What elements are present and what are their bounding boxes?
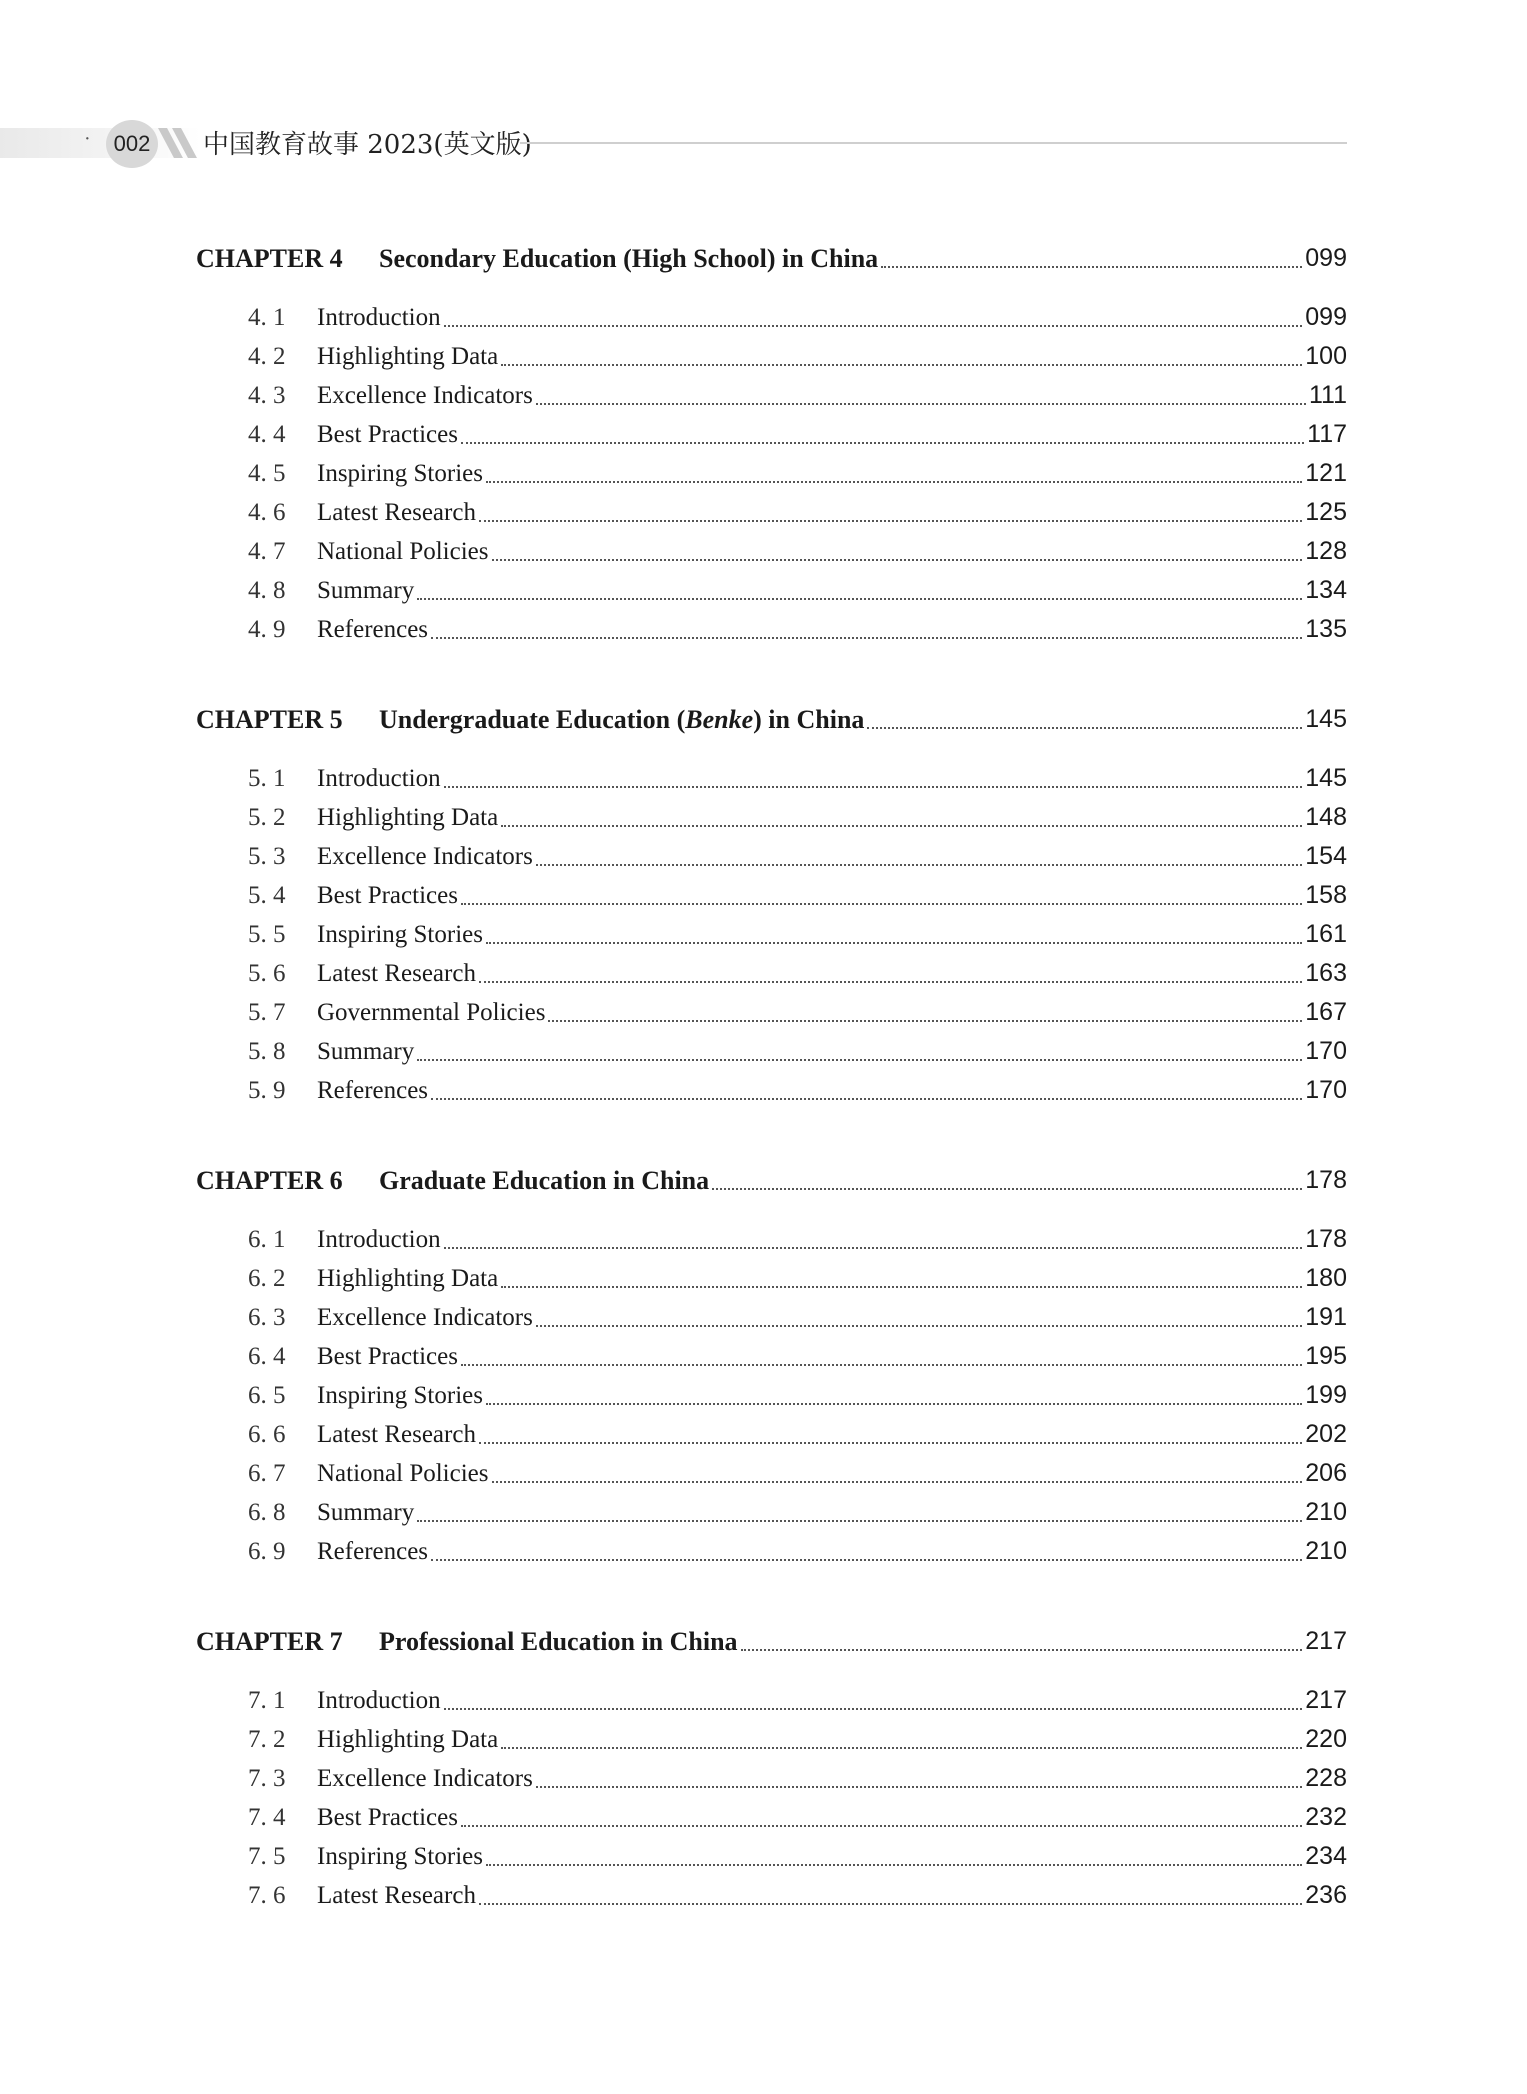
section-title: Summary: [317, 1038, 415, 1065]
section-title: Inspiring Stories: [317, 921, 483, 948]
dot-leader: [536, 403, 1306, 405]
toc-section-entry[interactable]: [196, 532, 1347, 571]
section-title: Governmental Policies: [317, 999, 546, 1026]
section-number: 5. 4: [248, 882, 286, 909]
toc-section-entry[interactable]: [196, 1259, 1347, 1298]
toc-chapter-entry[interactable]: [196, 238, 1347, 278]
section-page-number: 195: [1305, 1342, 1347, 1370]
toc-section-entry[interactable]: [196, 1071, 1347, 1110]
toc-section-entry[interactable]: [196, 493, 1347, 532]
chapter-page-number: 217: [1305, 1627, 1347, 1655]
chapter-title: Graduate Education in China: [379, 1166, 710, 1195]
chapter-title: Secondary Education (High School) in China: [379, 244, 879, 273]
dot-leader: [479, 1442, 1302, 1444]
section-page-number: 206: [1305, 1459, 1347, 1487]
dot-leader: [486, 481, 1302, 483]
toc-section-entry[interactable]: [196, 798, 1347, 837]
dot-leader: [492, 1481, 1303, 1483]
toc-section-entry[interactable]: [196, 915, 1347, 954]
section-title: Best Practices: [317, 882, 458, 909]
section-title: Highlighting Data: [317, 343, 499, 370]
section-page-number: 170: [1305, 1037, 1347, 1065]
section-number: 4. 6: [248, 499, 286, 526]
section-title: Introduction: [317, 765, 441, 792]
toc-section-entry[interactable]: [196, 610, 1347, 649]
section-page-number: 125: [1305, 498, 1347, 526]
section-number: 4. 3: [248, 382, 286, 409]
toc-section-entry[interactable]: [196, 1532, 1347, 1571]
dot-leader: [479, 1903, 1302, 1905]
section-title: National Policies: [317, 1460, 489, 1487]
toc-chapter: [196, 238, 1347, 649]
dot-leader: [486, 942, 1302, 944]
section-title: Best Practices: [317, 421, 458, 448]
toc-section-entry[interactable]: [196, 1876, 1347, 1915]
dot-leader: [444, 325, 1303, 327]
section-number: 6. 6: [248, 1421, 286, 1448]
toc-chapter-entry[interactable]: [196, 1160, 1347, 1200]
toc-section-entry[interactable]: [196, 1720, 1347, 1759]
section-number: 6. 9: [248, 1538, 286, 1565]
section-title: References: [317, 1077, 429, 1104]
section-number: 4. 9: [248, 616, 286, 643]
section-title: Latest Research: [317, 1421, 476, 1448]
toc-section-entry[interactable]: [196, 1681, 1347, 1720]
section-title: Summary: [317, 1499, 415, 1526]
section-title: Best Practices: [317, 1343, 458, 1370]
dot-leader: [486, 1864, 1302, 1866]
section-number: 5. 8: [248, 1038, 286, 1065]
section-number: 5. 7: [248, 999, 286, 1026]
toc-section-entry[interactable]: [196, 376, 1347, 415]
section-number: 4. 1: [248, 304, 286, 331]
chapter-title: Professional Education in China: [379, 1627, 738, 1656]
toc-section-entry[interactable]: [196, 415, 1347, 454]
section-number: 7. 4: [248, 1804, 286, 1831]
chapter-label: CHAPTER 5: [196, 705, 343, 734]
section-number: 4. 8: [248, 577, 286, 604]
section-number: 7. 1: [248, 1687, 286, 1714]
section-page-number: 111: [1308, 381, 1347, 409]
section-number: 4. 7: [248, 538, 286, 565]
section-number: 7. 2: [248, 1726, 286, 1753]
running-header-title: 中国教育故事 2023(英文版): [203, 130, 532, 160]
dot-leader: [712, 1188, 1302, 1190]
header-rule: [520, 142, 1347, 144]
section-number: 5. 5: [248, 921, 286, 948]
dot-leader: [486, 1403, 1302, 1405]
dot-leader: [479, 981, 1302, 983]
toc-section-entry[interactable]: [196, 1759, 1347, 1798]
toc-section-entry[interactable]: [196, 954, 1347, 993]
section-title: Best Practices: [317, 1804, 458, 1831]
toc-section-entry[interactable]: [196, 1220, 1347, 1259]
chapter-label: CHAPTER 4: [196, 244, 343, 273]
section-title: Introduction: [317, 1687, 441, 1714]
section-number: 6. 1: [248, 1226, 286, 1253]
dot-leader: [501, 1286, 1302, 1288]
section-number: 6. 7: [248, 1460, 286, 1487]
section-title: National Policies: [317, 538, 489, 565]
section-number: 5. 2: [248, 804, 286, 831]
section-number: 5. 6: [248, 960, 286, 987]
section-number: 7. 6: [248, 1882, 286, 1909]
section-title: Excellence Indicators: [317, 843, 533, 870]
section-page-number: 167: [1305, 998, 1347, 1026]
toc-section-entry[interactable]: [196, 454, 1347, 493]
chapter-page-number: 145: [1305, 705, 1347, 733]
table-of-contents: [196, 238, 1347, 1965]
section-number: 4. 4: [248, 421, 286, 448]
section-title: Latest Research: [317, 499, 476, 526]
section-number: 5. 9: [248, 1077, 286, 1104]
section-page-number: 236: [1305, 1881, 1347, 1909]
toc-section-entry[interactable]: [196, 337, 1347, 376]
toc-section-entry[interactable]: [196, 1798, 1347, 1837]
dot-leader: [431, 1098, 1302, 1100]
dot-leader: [536, 1325, 1302, 1327]
dot-leader: [444, 786, 1303, 788]
dot-leader: [741, 1649, 1303, 1651]
dot-leader: [461, 1364, 1302, 1366]
section-title: Excellence Indicators: [317, 382, 533, 409]
toc-section-entry[interactable]: [196, 571, 1347, 610]
dot-leader: [431, 637, 1302, 639]
section-page-number: 228: [1305, 1764, 1347, 1792]
dot-leader: [548, 1020, 1302, 1022]
toc-section-entry[interactable]: [196, 1376, 1347, 1415]
chapter-page-number: 099: [1305, 244, 1347, 272]
section-title: Inspiring Stories: [317, 460, 483, 487]
section-page-number: 210: [1305, 1498, 1347, 1526]
section-page-number: 121: [1305, 459, 1347, 487]
section-page-number: 232: [1305, 1803, 1347, 1831]
toc-section-entry[interactable]: [196, 1837, 1347, 1876]
section-number: 6. 2: [248, 1265, 286, 1292]
section-page-number: 154: [1305, 842, 1347, 870]
dot-leader: [417, 1520, 1302, 1522]
dot-leader: [536, 864, 1302, 866]
section-number: 5. 3: [248, 843, 286, 870]
section-number: 4. 2: [248, 343, 286, 370]
chapter-title: Undergraduate Education (Benke) in China: [379, 705, 865, 734]
section-number: 7. 3: [248, 1765, 286, 1792]
section-number: 6. 8: [248, 1499, 286, 1526]
section-page-number: 217: [1305, 1686, 1347, 1714]
section-title: Highlighting Data: [317, 804, 499, 831]
section-page-number: 135: [1305, 615, 1347, 643]
dot-leader: [867, 727, 1302, 729]
section-page-number: 220: [1305, 1725, 1347, 1753]
section-page-number: 210: [1305, 1537, 1347, 1565]
toc-chapter: [196, 1621, 1347, 1915]
toc-section-entry[interactable]: [196, 1337, 1347, 1376]
toc-chapter-entry[interactable]: [196, 699, 1347, 739]
section-title: Highlighting Data: [317, 1726, 499, 1753]
section-title: Latest Research: [317, 960, 476, 987]
toc-section-entry[interactable]: [196, 1493, 1347, 1532]
chapter-page-number: 178: [1305, 1166, 1347, 1194]
section-title: Introduction: [317, 1226, 441, 1253]
section-page-number: 234: [1305, 1842, 1347, 1870]
section-page-number: 099: [1305, 303, 1347, 331]
dot-leader: [479, 520, 1302, 522]
section-page-number: 178: [1305, 1225, 1347, 1253]
section-title: References: [317, 616, 429, 643]
section-number: 7. 5: [248, 1843, 286, 1870]
toc-section-entry[interactable]: [196, 298, 1347, 337]
dot-leader: [881, 266, 1302, 268]
section-title: Inspiring Stories: [317, 1382, 483, 1409]
page-number-badge: 002: [106, 120, 158, 168]
section-number: 6. 4: [248, 1343, 286, 1370]
section-page-number: 117: [1307, 420, 1347, 448]
toc-chapter: [196, 1160, 1347, 1571]
toc-section-entry[interactable]: [196, 1415, 1347, 1454]
section-title: Highlighting Data: [317, 1265, 499, 1292]
dot-leader: [417, 598, 1302, 600]
toc-section-entry[interactable]: [196, 1032, 1347, 1071]
dot-leader: [444, 1247, 1303, 1249]
dot-leader: [461, 903, 1302, 905]
section-page-number: 180: [1305, 1264, 1347, 1292]
chapter-label: CHAPTER 6: [196, 1166, 343, 1195]
section-title: Introduction: [317, 304, 441, 331]
dot-leader: [501, 825, 1302, 827]
section-title: Summary: [317, 577, 415, 604]
section-title: Inspiring Stories: [317, 1843, 483, 1870]
toc-section-entry[interactable]: [196, 876, 1347, 915]
section-title: Latest Research: [317, 1882, 476, 1909]
section-number: 6. 3: [248, 1304, 286, 1331]
dot-leader: [501, 1747, 1302, 1749]
toc-section-entry[interactable]: [196, 837, 1347, 876]
dot-leader: [461, 442, 1304, 444]
section-page-number: 202: [1305, 1420, 1347, 1448]
section-page-number: 161: [1305, 920, 1347, 948]
section-page-number: 145: [1305, 764, 1347, 792]
toc-section-entry[interactable]: [196, 993, 1347, 1032]
section-page-number: 191: [1305, 1303, 1347, 1331]
dot-leader: [417, 1059, 1302, 1061]
toc-section-entry[interactable]: [196, 1298, 1347, 1337]
section-title: Excellence Indicators: [317, 1304, 533, 1331]
section-number: 6. 5: [248, 1382, 286, 1409]
section-page-number: 134: [1305, 576, 1347, 604]
section-page-number: 199: [1305, 1381, 1347, 1409]
section-page-number: 170: [1305, 1076, 1347, 1104]
toc-chapter: [196, 699, 1347, 1110]
dot-leader: [501, 364, 1302, 366]
section-page-number: 163: [1305, 959, 1347, 987]
chapter-label: CHAPTER 7: [196, 1627, 343, 1656]
section-page-number: 128: [1305, 537, 1347, 565]
toc-chapter-entry[interactable]: [196, 1621, 1347, 1661]
dot-leader: [461, 1825, 1302, 1827]
section-number: 5. 1: [248, 765, 286, 792]
dot-leader: [492, 559, 1303, 561]
toc-section-entry[interactable]: [196, 1454, 1347, 1493]
section-title: References: [317, 1538, 429, 1565]
section-page-number: 148: [1305, 803, 1347, 831]
section-number: 4. 5: [248, 460, 286, 487]
header-dot: ·: [84, 128, 91, 150]
toc-section-entry[interactable]: [196, 759, 1347, 798]
dot-leader: [431, 1559, 1302, 1561]
section-title: Excellence Indicators: [317, 1765, 533, 1792]
section-page-number: 100: [1305, 342, 1347, 370]
section-page-number: 158: [1305, 881, 1347, 909]
dot-leader: [444, 1708, 1303, 1710]
dot-leader: [536, 1786, 1302, 1788]
